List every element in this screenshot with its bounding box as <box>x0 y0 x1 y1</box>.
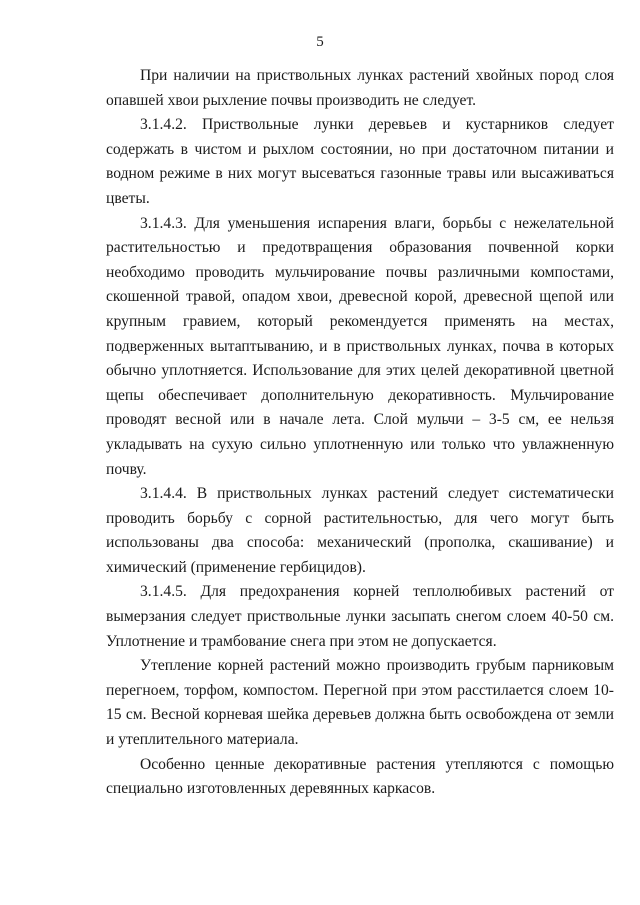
paragraph-valuable-plants: Особенно ценные декоративные растения утепляются с помощью специально изготовленных деревянных каркасов. <box>106 755 614 798</box>
paragraph-conifer-litter: При наличии на приствольных лунках растений хвойных пород слоя опавшей хвои рыхление почвы производить не следует. <box>106 67 614 109</box>
paragraph-3-1-4-4: 3.1.4.4. В приствольных лунках растений следует систематически проводить борьбу с сорной растительностью, для чего могут быть использованы два способа: механический (прополка, скашивание) и химический (применение гербицидов). <box>106 485 614 576</box>
paragraph-3-1-4-2: 3.1.4.2. Приствольные лунки деревьев и кустарников следует содержать в чистом и рыхлом состоянии, но при достаточном питании и водном режиме в них могут высеваться газонные травы или высаживаться цветы. <box>106 116 614 207</box>
page-number: 5 <box>316 34 324 50</box>
document-body <box>106 64 614 802</box>
paragraph-3-1-4-5: 3.1.4.5. Для предохранения корней теплолюбивых растений от вымерзания следует приствольные лунки засыпать снегом слоем 40-50 см. Уплотнение и трамбование снега при этом не допускается. <box>106 583 614 650</box>
paragraph-root-insulation: Утепление корней растений можно производить грубым парниковым перегноем, торфом, компостом. Перегной при этом расстилается слоем 10-15 см. Весной корневая шейка деревьев должна быть освобождена от земли и утеплительного материала. <box>106 657 614 749</box>
paragraph-3-1-4-3: 3.1.4.3. Для уменьшения испарения влаги, борьбы с нежелательной растительностью и предотвращения образования почвенной корки необходимо проводить мульчирование почвы различными компостами, скошенной травой, опадом хвои, древесной корой, древесной щепой или крупным гравием, который рекомендуется применять на местах, подверженных вытаптыванию, и в приствольных лунках, почва в которых обычно уплотняется. Использование для этих целей декоративной цветной щепы обеспечивает дополнительную декоративность. Мульчирование проводят весной или в начале лета. Слой мульчи – 3-5 см, ее нельзя укладывать на сухую сильно уплотненную или только что увлажненную почву. <box>106 214 614 478</box>
